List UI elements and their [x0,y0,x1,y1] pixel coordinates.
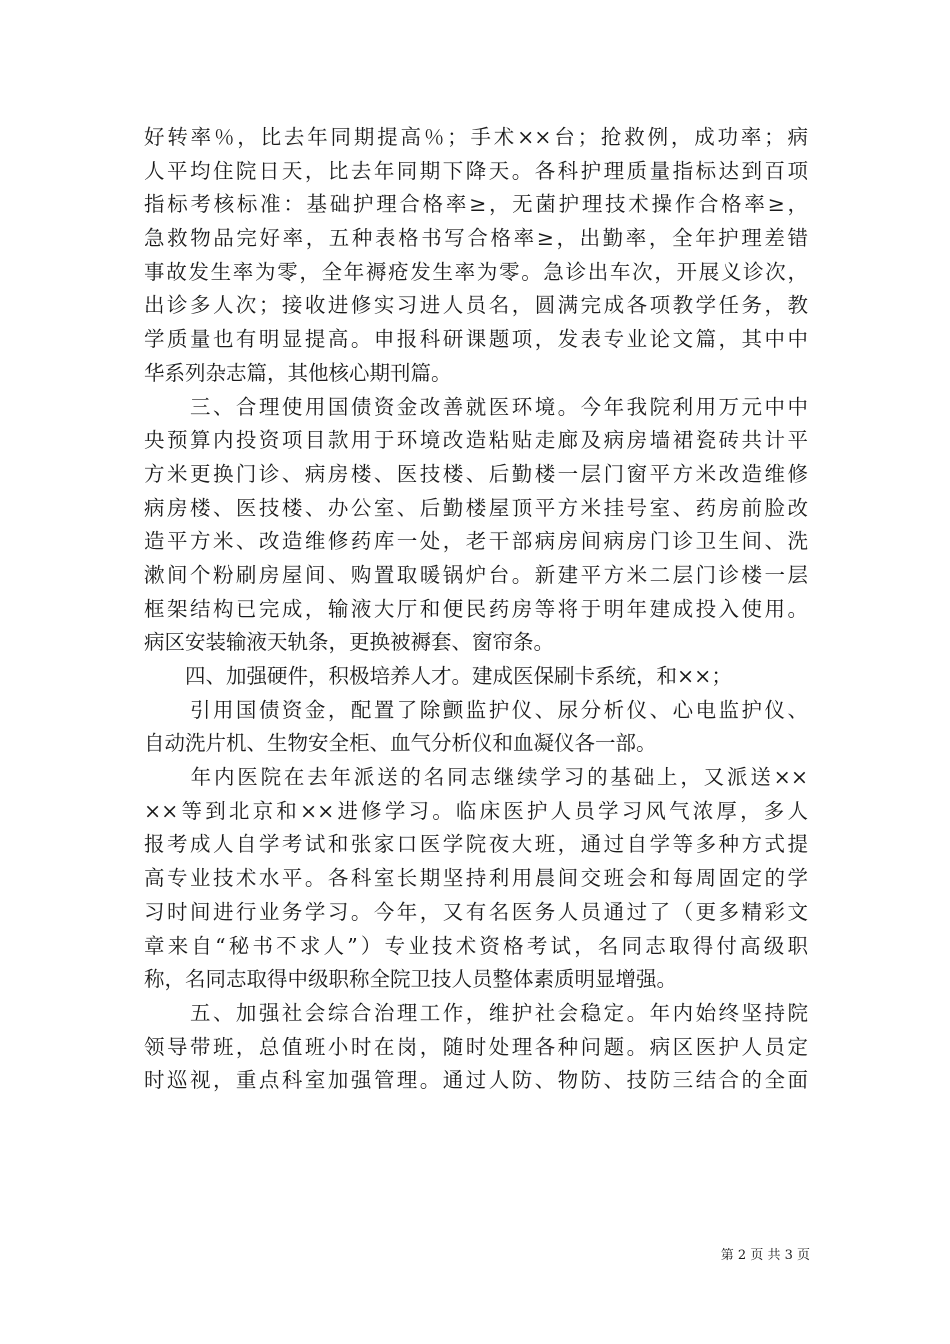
text-line: 章来自“秘书不求人”）专业技术资格考试，名同志取得付高级职 [144,933,808,958]
text-line: ××等到北京和××进修学习。临床医护人员学习风气浓厚，多人 [144,798,808,823]
text-line: 学质量也有明显提高。申报科研课题项，发表专业论文篇，其中中 [144,327,808,352]
text-line: 高专业技术水平。各科室长期坚持利用晨间交班会和每周固定的学 [144,866,808,891]
text-line: 事故发生率为零，全年褥疮发生率为零。急诊出车次，开展义诊次， [144,259,808,284]
text-line: 引用国债资金，配置了除颤监护仪、尿分析仪、心电监护仪、 [144,697,808,722]
text-line: 华系列杂志篇，其他核心期刊篇。 [144,360,452,385]
page-number: 第 2 页 共 3 页 [720,1248,810,1263]
body-text [144,121,808,1098]
text-line: 漱间个粉刷房屋间、购置取暖锅炉台。新建平方米二层门诊楼一层 [144,562,808,587]
text-line: 框架结构已完成，输液大厅和便民药房等将于明年建成投入使用。 [144,596,808,621]
text-line: 病房楼、医技楼、办公室、后勤楼屋顶平方米挂号室、药房前脸改 [144,495,808,520]
text-line: 五、加强社会综合治理工作，维护社会稳定。年内始终坚持院 [144,1000,808,1025]
text-line: 指标考核标准：基础护理合格率≥，无菌护理技术操作合格率≥， [144,192,808,217]
text-line: 央预算内投资项目款用于环境改造粘贴走廊及病房墙裙瓷砖共计平 [144,428,808,453]
text-line: 称，名同志取得中级职称全院卫技人员整体素质明显增强。 [144,967,677,992]
text-line: 急救物品完好率，五种表格书写合格率≥，出勤率，全年护理差错 [144,226,808,251]
text-line: 领导带班，总值班小时在岗，随时处理各种问题。病区医护人员定 [144,1034,808,1059]
text-line: 三、合理使用国债资金改善就医环境。今年我院利用万元中中 [144,394,808,419]
text-line: 习时间进行业务学习。今年，又有名医务人员通过了（更多精彩文 [144,899,808,924]
text-line: 自动洗片机、生物安全柜、血气分析仪和血凝仪各一部。 [144,731,657,756]
text-line: 好转率％，比去年同期提高％；手术××台；抢救例，成功率；病 [144,125,808,149]
text-line: 造平方米、改造维修药库一处，老干部病房间病房门诊卫生间、洗 [144,529,808,554]
text-line: 年内医院在去年派送的名同志继续学习的基础上，又派送×× [144,765,808,790]
text-line: 报考成人自学考试和张家口医学院夜大班，通过自学等多种方式提 [144,832,808,857]
text-line: 出诊多人次；接收进修实习进人员名，圆满完成各项教学任务，教 [144,293,808,318]
text-line: 四、加强硬件，积极培养人才。建成医保刷卡系统，和××； [144,664,732,688]
text-line: 时巡视，重点科室加强管理。通过人防、物防、技防三结合的全面 [144,1068,808,1093]
text-line: 人平均住院日天，比去年同期下降天。各科护理质量指标达到百项 [144,158,808,183]
text-line: 方米更换门诊、病房楼、医技楼、后勤楼一层门窗平方米改造维修 [144,461,808,486]
text-line: 病区安装输液天轨条，更换被褥套、窗帘条。 [144,630,554,655]
